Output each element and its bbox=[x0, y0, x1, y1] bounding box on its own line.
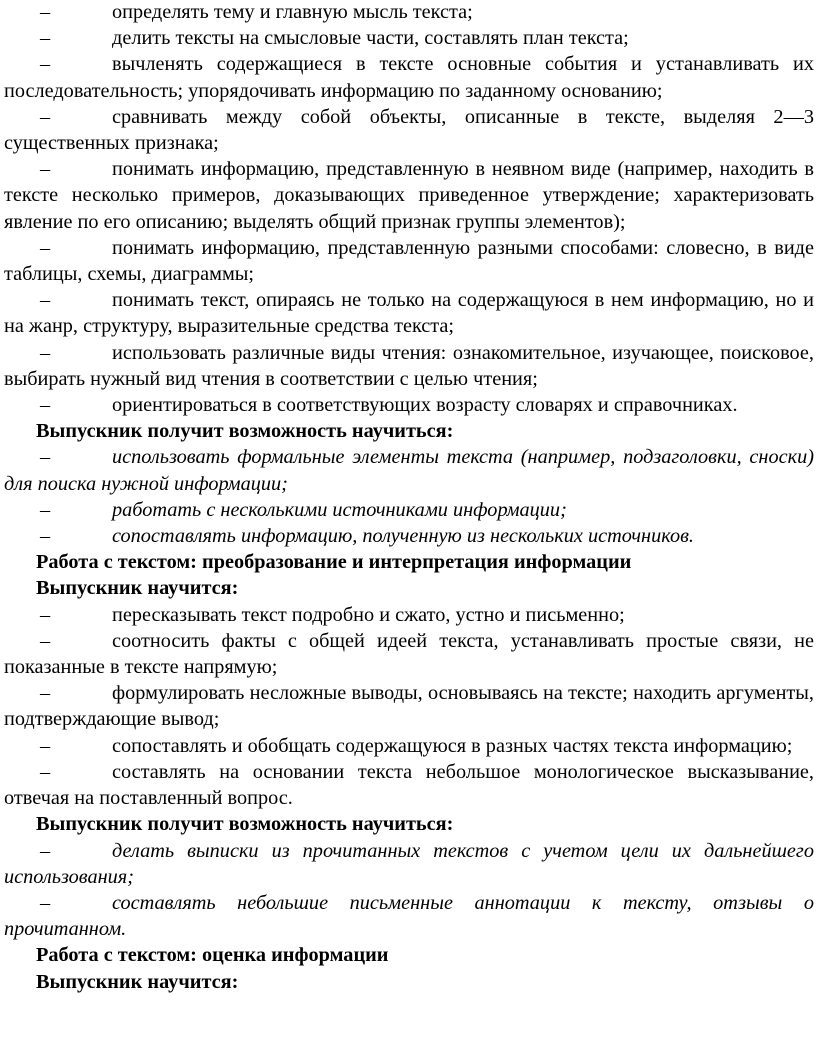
section-heading: Работа с текстом: преобразование и интерпретация информации bbox=[36, 551, 632, 574]
dash-marker: – bbox=[40, 341, 51, 364]
list-item-text: сравнивать между собой объекты, описанные в тексте, выделяя 2—3 существенных признака; bbox=[4, 105, 814, 155]
section-heading: Работа с текстом: оценка информации bbox=[36, 944, 389, 967]
dash-marker: – bbox=[40, 629, 51, 652]
dash-marker: – bbox=[40, 760, 51, 783]
list-item bbox=[4, 890, 814, 942]
dash-marker: – bbox=[40, 105, 51, 128]
list-item-text: составлять небольшие письменные аннотации к тексту, отзывы о прочитанном. bbox=[4, 891, 814, 941]
dash-marker: – bbox=[40, 289, 51, 312]
list-item bbox=[4, 235, 814, 287]
list-item-text: работать с несколькими источниками информации; bbox=[112, 498, 567, 521]
dash-marker: – bbox=[40, 682, 51, 705]
list-item bbox=[4, 340, 814, 392]
dash-marker: – bbox=[40, 1, 51, 23]
dash-marker: – bbox=[40, 27, 51, 50]
dash-marker: – bbox=[40, 53, 51, 76]
list-item bbox=[4, 680, 814, 732]
list-item bbox=[4, 444, 814, 496]
dash-marker: – bbox=[40, 498, 51, 521]
list-item bbox=[4, 287, 814, 339]
list-item-text: формулировать несложные выводы, основываясь на тексте; находить аргументы, подтверждающие вывод; bbox=[4, 682, 814, 731]
list-item-text: использовать различные виды чтения: ознакомительное, изучающее, поисковое, выбирать нужный вид чтения в соответствии с целью чтения; bbox=[4, 341, 814, 390]
dash-marker: – bbox=[40, 446, 51, 469]
list-item bbox=[4, 602, 814, 628]
list-item-text: составлять на основании текста небольшое монологическое высказывание, отвечая на поставленный вопрос. bbox=[4, 760, 814, 810]
list-item bbox=[4, 497, 814, 523]
list-item-text: сопоставлять информацию, полученную из нескольких источников. bbox=[112, 525, 694, 548]
list-item bbox=[4, 392, 814, 418]
list-item-text: понимать информацию, представленную разными способами: словесно, в виде таблицы, схемы, диаграммы; bbox=[4, 236, 814, 286]
learn-heading: Выпускник научится: bbox=[36, 970, 239, 993]
list-item bbox=[4, 0, 814, 25]
list-item-text: ориентироваться в соответствующих возрасту словарях и справочниках. bbox=[112, 394, 738, 417]
dash-marker: – bbox=[40, 891, 51, 914]
dash-marker: – bbox=[40, 734, 51, 757]
dash-marker: – bbox=[40, 525, 51, 548]
list-item bbox=[4, 104, 814, 156]
list-item-text: сопоставлять и обобщать содержащуюся в разных частях текста информацию; bbox=[112, 734, 793, 757]
list-item-text: вычленять содержащиеся в тексте основные события и устанавливать их последовательность; упорядочивать информацию по заданному основанию; bbox=[4, 53, 814, 102]
dash-marker: – bbox=[40, 603, 51, 626]
opportunity-heading: Выпускник получит возможность научиться: bbox=[36, 420, 454, 443]
dash-marker: – bbox=[40, 236, 51, 259]
list-item bbox=[4, 156, 814, 235]
list-item-text: делить тексты на смысловые части, составлять план текста; bbox=[112, 27, 629, 50]
list-item-text: пересказывать текст подробно и сжато, устно и письменно; bbox=[112, 603, 625, 626]
list-item bbox=[4, 759, 814, 811]
dash-marker: – bbox=[40, 839, 51, 862]
list-item-text: понимать текст, опираясь не только на содержащуюся в нем информацию, но и на жанр, структуру, выразительные средства текста; bbox=[4, 289, 814, 338]
list-item-text: делать выписки из прочитанных текстов с учетом цели их дальнейшего использования; bbox=[4, 839, 814, 888]
opportunity-heading: Выпускник получит возможность научиться: bbox=[36, 813, 454, 836]
list-item bbox=[4, 51, 814, 103]
list-item-text: определять тему и главную мысль текста; bbox=[112, 1, 473, 23]
list-item bbox=[4, 838, 814, 890]
dash-marker: – bbox=[40, 158, 51, 181]
list-item-text: соотносить факты с общей идеей текста, устанавливать простые связи, не показанные в тексте напрямую; bbox=[4, 629, 814, 679]
list-item bbox=[4, 628, 814, 680]
list-item-text: использовать формальные элементы текста (например, подзаголовки, сноски) для поиска нужной информации; bbox=[4, 446, 814, 495]
list-item bbox=[4, 733, 814, 759]
list-item bbox=[4, 523, 814, 549]
list-item-text: понимать информацию, представленную в неявном виде (например, находить в тексте несколько примеров, доказывающих приведенное утверждение; характеризовать явление по его описанию; выделять общий признак группы элементов); bbox=[4, 158, 814, 233]
list-item bbox=[4, 25, 814, 51]
learn-heading: Выпускник научится: bbox=[36, 577, 239, 600]
dash-marker: – bbox=[40, 394, 51, 417]
